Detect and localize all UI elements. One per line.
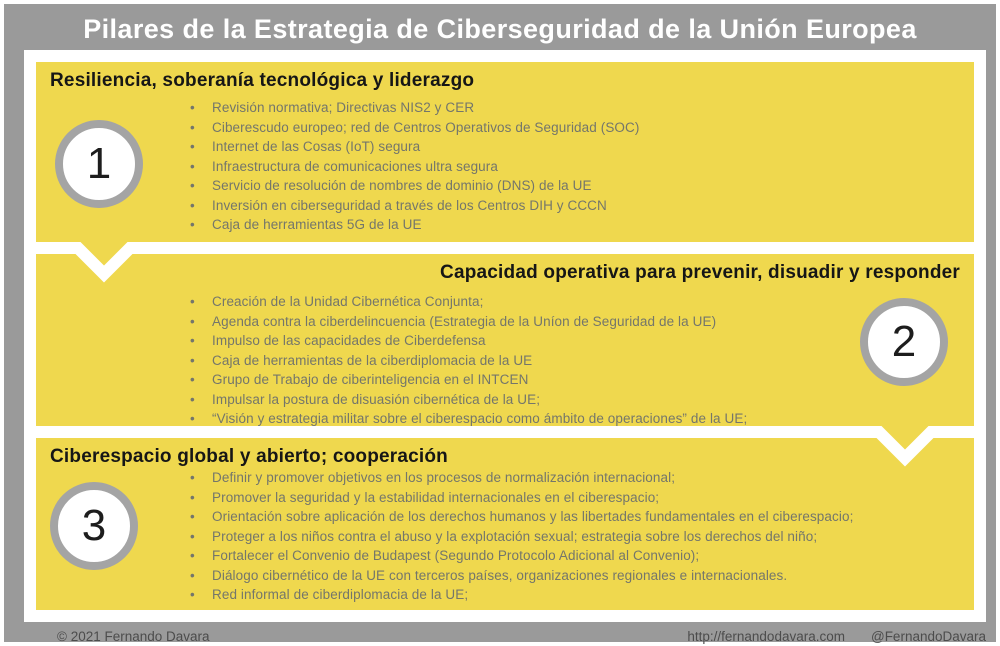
pillar-section-1 <box>36 62 974 242</box>
bullet-item: • “Visión y estrategia militar sobre el ciberespacio como ámbito de operaciones” de la UE; <box>212 409 962 429</box>
bullet-item: • Grupo de Trabajo de ciberinteligencia en el INTCEN <box>212 370 962 390</box>
bullet-item: • Caja de herramientas 5G de la UE <box>212 215 962 235</box>
bullet-item: • Servicio de resolución de nombres de dominio (DNS) de la UE <box>212 176 962 196</box>
bullet-item: • Proteger a los niños contra el abuso y la explotación sexual; estrategia sobre los derechos del niño; <box>212 527 962 547</box>
pillar-1-number-badge <box>55 120 143 208</box>
pillar-section-2 <box>36 254 974 426</box>
bullet-item: • Infraestructura de comunicaciones ultra segura <box>212 157 962 177</box>
bullet-item: • Inversión en ciberseguridad a través de los Centros DIH y CCCN <box>212 196 962 216</box>
copyright-text: © 2021 Fernando Davara <box>57 628 210 644</box>
bullet-item: • Revisión normativa; Directivas NIS2 y CER <box>212 98 962 118</box>
bullet-item: • Ciberescudo europeo; red de Centros Operativos de Seguridad (SOC) <box>212 118 962 138</box>
pillar-1-heading: Resiliencia, soberanía tecnológica y liderazgo <box>50 70 475 91</box>
section-divider-2 <box>36 426 974 438</box>
pillar-1-bullet-list <box>36 92 974 235</box>
bullet-item: • Agenda contra la ciberdelincuencia (Estrategia de la Uníon de Seguridad de la UE) <box>212 312 962 332</box>
bullet-item: • Fortalecer el Convenio de Budapest (Segundo Protocolo Adicional al Convenio); <box>212 546 962 566</box>
social-handle: @FernandoDavara <box>870 628 986 644</box>
bullet-item: • Impulso de las capacidades de Ciberdefensa <box>212 331 962 351</box>
pillars-panel <box>24 50 986 622</box>
pillar-2-number: 2 <box>891 317 917 366</box>
bullet-item: • Red informal de ciberdiplomacia de la UE; <box>212 585 962 605</box>
bullet-item: • Creación de la Unidad Cibernética Conjunta; <box>212 292 962 312</box>
bullet-item: • Definir y promover objetivos en los procesos de normalización internacional; <box>212 468 962 488</box>
bullet-item: • Orientación sobre aplicación de los derechos humanos y las libertades fundamentales en el ciberespacio; <box>212 507 962 527</box>
bullet-item: • Diálogo cibernético de la UE con terceros países, organizaciones regionales e internacionales. <box>212 566 962 586</box>
page-title: Pilares de la Estrategia de Ciberseguridad de la Unión Europea <box>83 14 917 44</box>
pillar-section-3 <box>36 438 974 610</box>
footer-bar <box>4 626 996 646</box>
section-divider-1 <box>36 242 974 254</box>
bullet-item: • Promover la seguridad y la estabilidad internacionales en el ciberespacio; <box>212 488 962 508</box>
gray-canvas <box>4 4 996 642</box>
footer-links <box>687 629 986 644</box>
pillar-3-number: 3 <box>81 501 107 550</box>
pillar-3-heading: Ciberespacio global y abierto; cooperación <box>50 446 448 467</box>
pillar-1-number: 1 <box>86 139 112 188</box>
website-url: http://fernandodavara.com <box>687 628 845 644</box>
bullet-item: • Internet de las Cosas (IoT) segura <box>212 137 962 157</box>
pillar-3-bullet-list <box>36 468 974 605</box>
pillar-3-number-badge <box>50 482 138 570</box>
bullet-item: • Caja de herramientas de la ciberdiplomacia de la UE <box>212 351 962 371</box>
pillar-2-heading: Capacidad operativa para prevenir, disuadir y responder <box>440 262 960 283</box>
bullet-item: • Impulsar la postura de disuasión cibernética de la UE; <box>212 390 962 410</box>
pillar-2-bullet-list <box>36 284 974 429</box>
